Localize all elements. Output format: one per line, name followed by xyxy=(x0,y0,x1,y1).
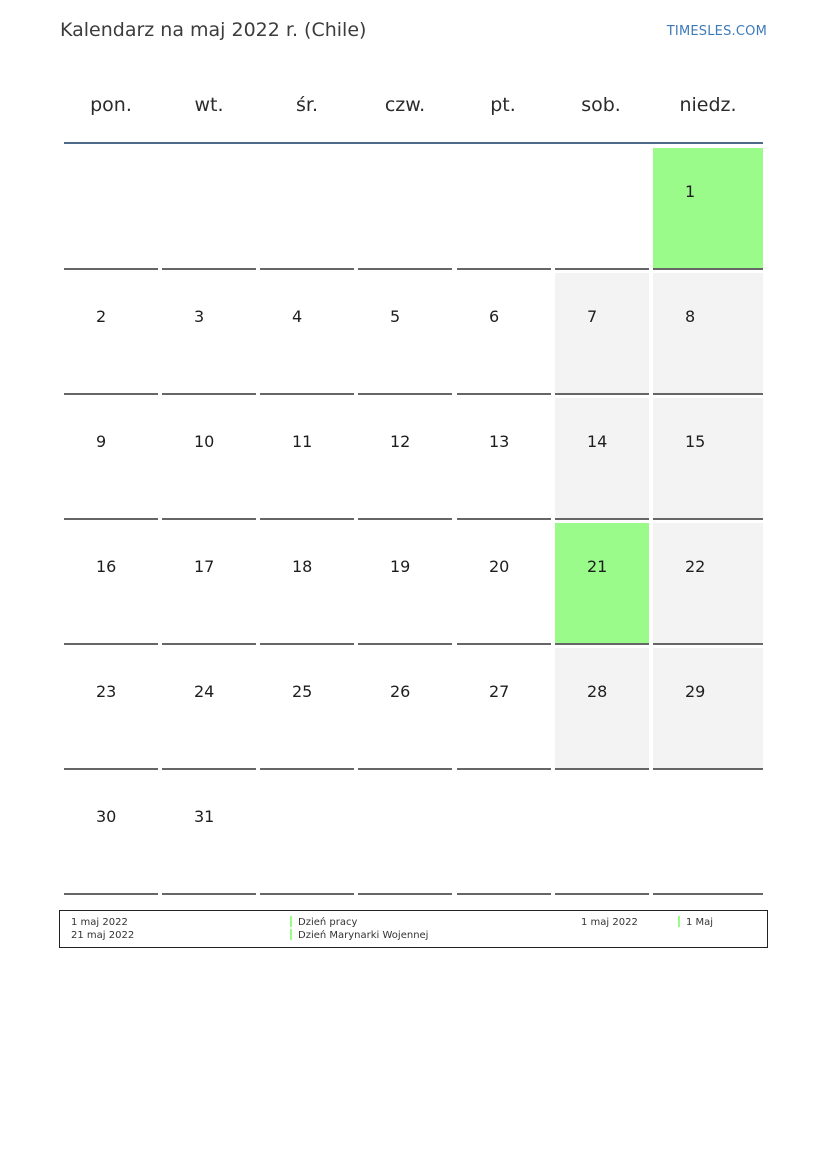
day-number: 23 xyxy=(96,682,117,701)
day-number: 13 xyxy=(489,432,510,451)
calendar-day-cell xyxy=(162,773,256,895)
calendar-day-cell xyxy=(457,398,551,520)
day-number: 17 xyxy=(194,557,215,576)
legend-dates-column xyxy=(71,916,134,942)
calendar-day-cell xyxy=(358,648,452,770)
day-number: 12 xyxy=(390,432,411,451)
calendar-day-cell xyxy=(653,273,763,395)
calendar-day-cell xyxy=(653,398,763,520)
calendar-day-cell xyxy=(457,773,551,895)
calendar-day-cell xyxy=(162,273,256,395)
calendar-day-cell xyxy=(64,648,158,770)
day-number: 1 xyxy=(685,182,696,201)
weekday-sun: niedz. xyxy=(679,94,737,116)
calendar-day-cell xyxy=(653,773,763,895)
calendar-day-cell xyxy=(555,398,649,520)
calendar-day-cell xyxy=(555,648,649,770)
day-number: 6 xyxy=(489,307,500,326)
day-number: 21 xyxy=(587,557,608,576)
legend-date: 21 maj 2022 xyxy=(71,930,135,941)
day-number: 5 xyxy=(390,307,401,326)
calendar-day-cell xyxy=(653,148,763,270)
calendar-day-cell xyxy=(260,648,354,770)
day-number: 14 xyxy=(587,432,608,451)
day-number: 19 xyxy=(390,557,411,576)
calendar-day-cell xyxy=(64,773,158,895)
calendar-day-cell xyxy=(358,398,452,520)
legend-names-column xyxy=(290,916,428,942)
day-number: 20 xyxy=(489,557,510,576)
day-number: 28 xyxy=(587,682,608,701)
calendar-day-cell xyxy=(653,648,763,770)
calendar-day-cell xyxy=(260,273,354,395)
day-number: 18 xyxy=(292,557,313,576)
day-number: 4 xyxy=(292,307,303,326)
calendar-day-cell xyxy=(555,523,649,645)
holiday-legend xyxy=(59,910,768,948)
day-number: 22 xyxy=(685,557,706,576)
weekday-sat: sob. xyxy=(581,94,621,116)
holiday-marker xyxy=(678,916,680,927)
calendar-day-cell xyxy=(260,773,354,895)
calendar-day-cell xyxy=(358,273,452,395)
page-title: Kalendarz na maj 2022 r. (Chile) xyxy=(60,19,367,41)
legend-holiday-item xyxy=(290,929,428,942)
calendar-day-cell xyxy=(64,523,158,645)
day-number: 25 xyxy=(292,682,313,701)
day-number: 27 xyxy=(489,682,510,701)
holiday-marker xyxy=(290,929,292,940)
day-number: 2 xyxy=(96,307,107,326)
holiday-marker xyxy=(290,916,292,927)
calendar-day-cell xyxy=(260,523,354,645)
legend-holiday-name: Dzień pracy xyxy=(298,917,358,928)
calendar-day-cell xyxy=(653,523,763,645)
calendar-day-cell xyxy=(162,398,256,520)
day-number: 16 xyxy=(96,557,117,576)
legend-holiday-item xyxy=(678,916,713,929)
calendar-day-cell xyxy=(457,523,551,645)
calendar-day-cell xyxy=(457,273,551,395)
day-number: 11 xyxy=(292,432,313,451)
calendar-day-cell xyxy=(64,273,158,395)
legend-date: 1 maj 2022 xyxy=(71,917,128,928)
calendar-day-cell xyxy=(457,148,551,270)
calendar-day-cell xyxy=(260,148,354,270)
calendar-day-cell xyxy=(162,523,256,645)
day-number: 9 xyxy=(96,432,107,451)
weekday-fri: pt. xyxy=(490,94,516,116)
day-number: 31 xyxy=(194,807,215,826)
day-number: 10 xyxy=(194,432,215,451)
calendar-day-cell xyxy=(162,648,256,770)
calendar-day-cell xyxy=(358,148,452,270)
day-number: 26 xyxy=(390,682,411,701)
calendar-day-cell xyxy=(162,148,256,270)
day-number: 29 xyxy=(685,682,706,701)
weekday-mon: pon. xyxy=(90,94,132,116)
brand-link[interactable]: TIMESLES.COM xyxy=(666,24,767,39)
legend-holiday-item xyxy=(290,916,428,929)
calendar-day-cell xyxy=(555,773,649,895)
weekday-tue: wt. xyxy=(194,94,224,116)
legend-names-column-2 xyxy=(678,916,713,929)
day-number: 24 xyxy=(194,682,215,701)
day-number: 15 xyxy=(685,432,706,451)
weekday-thu: czw. xyxy=(384,94,426,116)
legend-holiday-name: 1 Maj xyxy=(686,917,714,928)
legend-holiday-name: Dzień Marynarki Wojennej xyxy=(298,930,429,941)
legend-dates-column-2 xyxy=(581,916,638,929)
day-number: 30 xyxy=(96,807,117,826)
calendar-day-cell xyxy=(457,648,551,770)
calendar-day-cell xyxy=(64,148,158,270)
day-number: 7 xyxy=(587,307,598,326)
calendar-day-cell xyxy=(358,523,452,645)
calendar-day-cell xyxy=(555,273,649,395)
legend-date: 1 maj 2022 xyxy=(581,917,638,928)
calendar-day-cell xyxy=(555,148,649,270)
calendar-day-cell xyxy=(260,398,354,520)
weekday-wed: śr. xyxy=(295,94,318,116)
calendar-day-cell xyxy=(64,398,158,520)
calendar-day-cell xyxy=(358,773,452,895)
day-number: 8 xyxy=(685,307,696,326)
day-number: 3 xyxy=(194,307,205,326)
